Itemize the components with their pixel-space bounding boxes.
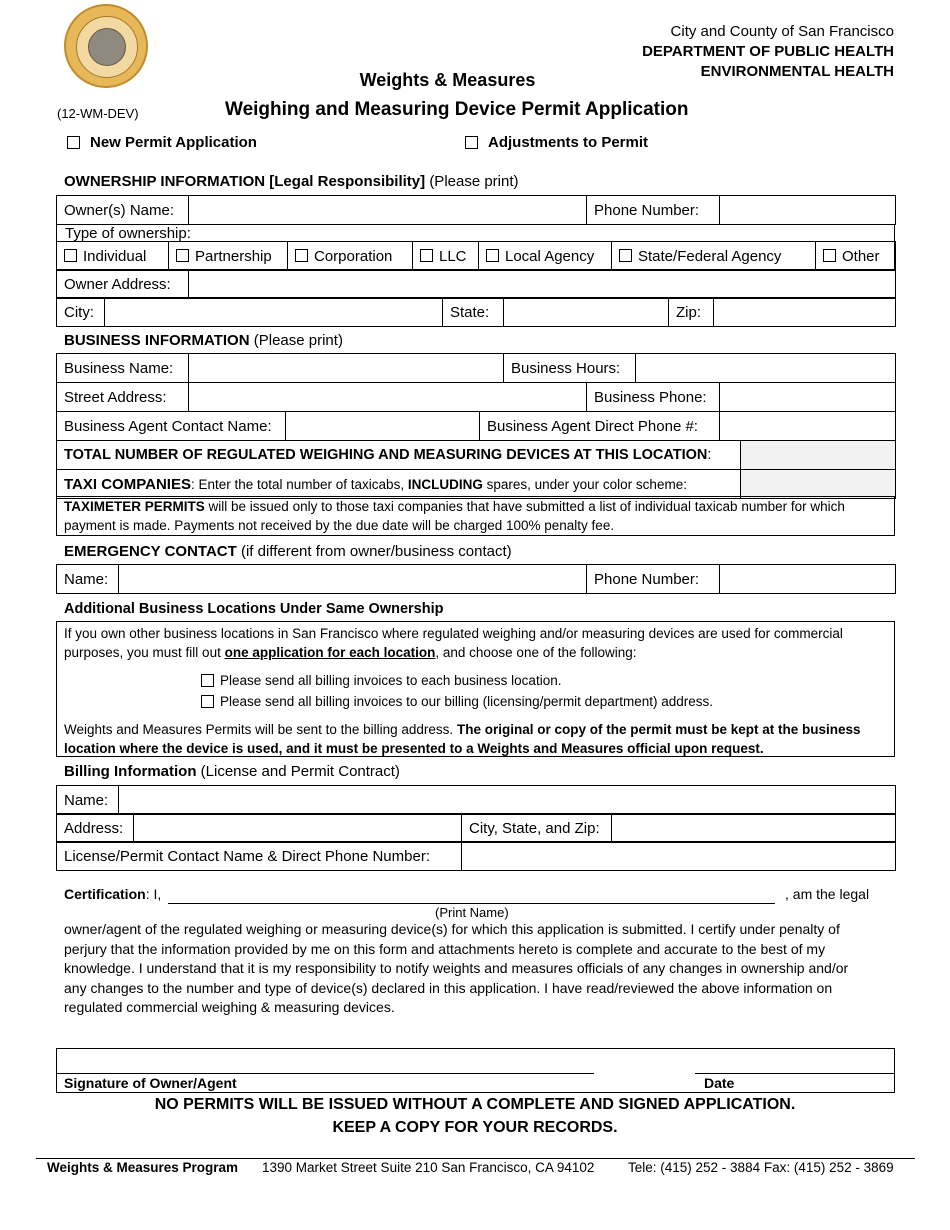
owner-phone-field[interactable] (720, 196, 896, 225)
emergency-name-label: Name: (57, 565, 119, 594)
certification-legal: , am the legal (785, 886, 870, 902)
owner-phone-label: Phone Number: (587, 196, 720, 225)
business-agent-table (56, 411, 896, 441)
billing-option-each-location[interactable]: Please send all billing invoices to each business location. (201, 671, 887, 690)
billing-csz-field[interactable] (612, 814, 896, 843)
ownership-type-state-federal[interactable]: State/Federal Agency (612, 242, 816, 271)
billing-option-central-address[interactable]: Please send all billing invoices to our billing (licensing/permit department) address. (201, 692, 887, 711)
ownership-type-row (56, 241, 896, 271)
ownership-type-corporation[interactable]: Corporation (288, 242, 413, 271)
owner-zip-label: Zip: (669, 298, 714, 327)
taxi-count-field[interactable] (741, 470, 896, 499)
billing-name-field[interactable] (119, 786, 896, 815)
permit-delivery-note: Weights and Measures Permits will be sent to the billing address. The original or copy of the permit must be kept at the business location where the device is used, and it must be presented to a Weights and Measures official upon request. (64, 722, 861, 756)
billing-contact-field[interactable] (462, 842, 896, 871)
business-name-field[interactable] (189, 354, 504, 383)
signature-label: Signature of Owner/Agent (64, 1075, 237, 1091)
city-name: City and County of San Francisco (670, 23, 894, 40)
certification-text: owner/agent of the regulated weighing or measuring device(s) for which this application is submitted. I certify under penalty of perjury that the information provided by me on this form and attachments hereto is complete and accurate to the best of my knowledge. I understand that it is my responsibility to notify weights and measures officials of any changes in ownership and/or any changes to the number and type of device(s) declared in this application. I have read/reviewed the above information on regulated commercial weighing & measuring devices. (64, 921, 849, 1015)
business-street-table (56, 382, 896, 412)
footer-address: 1390 Market Street Suite 210 San Francisco, CA 94102 (262, 1160, 595, 1175)
owner-name-field[interactable] (189, 196, 587, 225)
print-name-caption: (Print Name) (435, 905, 509, 920)
certification-label: Certification: I, (64, 886, 162, 902)
business-hours-label: Business Hours: (504, 354, 636, 383)
checkbox-icon[interactable] (486, 249, 499, 262)
owner-city-field[interactable] (105, 298, 443, 327)
date-label: Date (704, 1075, 735, 1091)
checkbox-icon[interactable] (465, 136, 478, 149)
billing-csz-label: City, State, and Zip: (462, 814, 612, 843)
keep-copy-notice: KEEP A COPY FOR YOUR RECORDS. (332, 1119, 618, 1136)
additional-locations-box (56, 621, 895, 757)
checkbox-icon[interactable] (823, 249, 836, 262)
business-name-label: Business Name: (57, 354, 189, 383)
footer-divider (36, 1158, 915, 1159)
department-name: DEPARTMENT OF PUBLIC HEALTH (642, 43, 894, 60)
owner-address-label: Owner Address: (57, 270, 189, 299)
adjustments-option[interactable]: Adjustments to Permit (465, 134, 648, 151)
street-address-field[interactable] (189, 383, 587, 412)
print-name-line[interactable] (168, 903, 775, 904)
emergency-name-field[interactable] (119, 565, 587, 594)
business-heading: BUSINESS INFORMATION (Please print) (64, 332, 343, 349)
checkbox-icon[interactable] (295, 249, 308, 262)
total-devices-field[interactable] (741, 441, 896, 470)
division-name: ENVIRONMENTAL HEALTH (700, 63, 894, 80)
total-devices-label: TOTAL NUMBER OF REGULATED WEIGHING AND MEASURING DEVICES AT THIS LOCATION: (57, 441, 741, 470)
taxi-count-label: TAXI COMPANIES: Enter the total number of taxicabs, INCLUDING spares, under your color scheme: (57, 470, 741, 499)
agent-name-field[interactable] (286, 412, 480, 441)
additional-intro: If you own other business locations in San Francisco where regulated weighing and/or measuring devices are used for commercial purposes, you must fill out one application for each location, and choose one of the following: (64, 626, 843, 660)
ownership-type-individual[interactable]: Individual (57, 242, 169, 271)
billing-heading: Billing Information (License and Permit Contract) (64, 763, 400, 780)
emergency-heading: EMERGENCY CONTACT (if different from owner/business contact) (64, 543, 512, 560)
ownership-table (56, 195, 896, 225)
street-address-label: Street Address: (57, 383, 189, 412)
device-count-table (56, 440, 896, 499)
footer-program: Weights & Measures Program (47, 1160, 239, 1175)
owner-city-table (56, 297, 896, 327)
owner-state-field[interactable] (504, 298, 669, 327)
billing-address-label: Address: (57, 814, 134, 843)
business-hours-field[interactable] (636, 354, 896, 383)
signature-line[interactable] (57, 1073, 594, 1074)
checkbox-icon[interactable] (64, 249, 77, 262)
billing-name-label: Name: (57, 786, 119, 815)
business-name-table (56, 353, 896, 383)
date-line[interactable] (695, 1073, 894, 1074)
additional-locations-heading: Additional Business Locations Under Same Ownership (64, 601, 444, 617)
agent-phone-field[interactable] (720, 412, 896, 441)
footer-contact: Tele: (415) 252 - 3884 Fax: (415) 252 - 3869 (628, 1160, 894, 1175)
ownership-type-other[interactable]: Other (816, 242, 896, 271)
program-title: Weights & Measures (359, 70, 536, 90)
new-permit-option[interactable]: New Permit Application (67, 134, 257, 151)
emergency-phone-field[interactable] (720, 565, 896, 594)
emergency-phone-label: Phone Number: (587, 565, 720, 594)
form-title: Weighing and Measuring Device Permit Application (225, 99, 689, 120)
business-phone-label: Business Phone: (587, 383, 720, 412)
no-permits-notice: NO PERMITS WILL BE ISSUED WITHOUT A COMPLETE AND SIGNED APPLICATION. (154, 1096, 796, 1113)
ownership-type-label: Type of ownership: (65, 225, 191, 242)
owner-address-table (56, 269, 896, 299)
agent-phone-label: Business Agent Direct Phone #: (480, 412, 720, 441)
billing-address-field[interactable] (134, 814, 462, 843)
owner-state-label: State: (443, 298, 504, 327)
checkbox-icon[interactable] (619, 249, 632, 262)
billing-name-table (56, 785, 896, 815)
checkbox-icon[interactable] (201, 695, 214, 708)
emergency-table (56, 564, 896, 594)
form-code: (12-WM-DEV) (57, 106, 139, 121)
ownership-heading: OWNERSHIP INFORMATION [Legal Responsibility] (Please print) (64, 173, 519, 190)
checkbox-icon[interactable] (176, 249, 189, 262)
owner-city-label: City: (57, 298, 105, 327)
billing-contact-table (56, 841, 896, 871)
billing-contact-label: License/Permit Contact Name & Direct Phone Number: (57, 842, 462, 871)
ownership-type-local-agency[interactable]: Local Agency (479, 242, 612, 271)
billing-address-table (56, 813, 896, 843)
ownership-type-partnership[interactable]: Partnership (169, 242, 288, 271)
ownership-type-llc[interactable]: LLC (413, 242, 479, 271)
checkbox-icon[interactable] (201, 674, 214, 687)
taximeter-notice: TAXIMETER PERMITS will be issued only to those taxi companies that have submitted a list of individual taxicab number for which payment is made. Payments not received by the due date will be charged 100% penalty fee. (56, 496, 895, 536)
checkbox-icon[interactable] (420, 249, 433, 262)
agent-name-label: Business Agent Contact Name: (57, 412, 286, 441)
checkbox-icon[interactable] (67, 136, 80, 149)
owner-address-field[interactable] (189, 270, 896, 299)
owner-zip-field[interactable] (714, 298, 896, 327)
owner-name-label: Owner(s) Name: (57, 196, 189, 225)
business-phone-field[interactable] (720, 383, 896, 412)
